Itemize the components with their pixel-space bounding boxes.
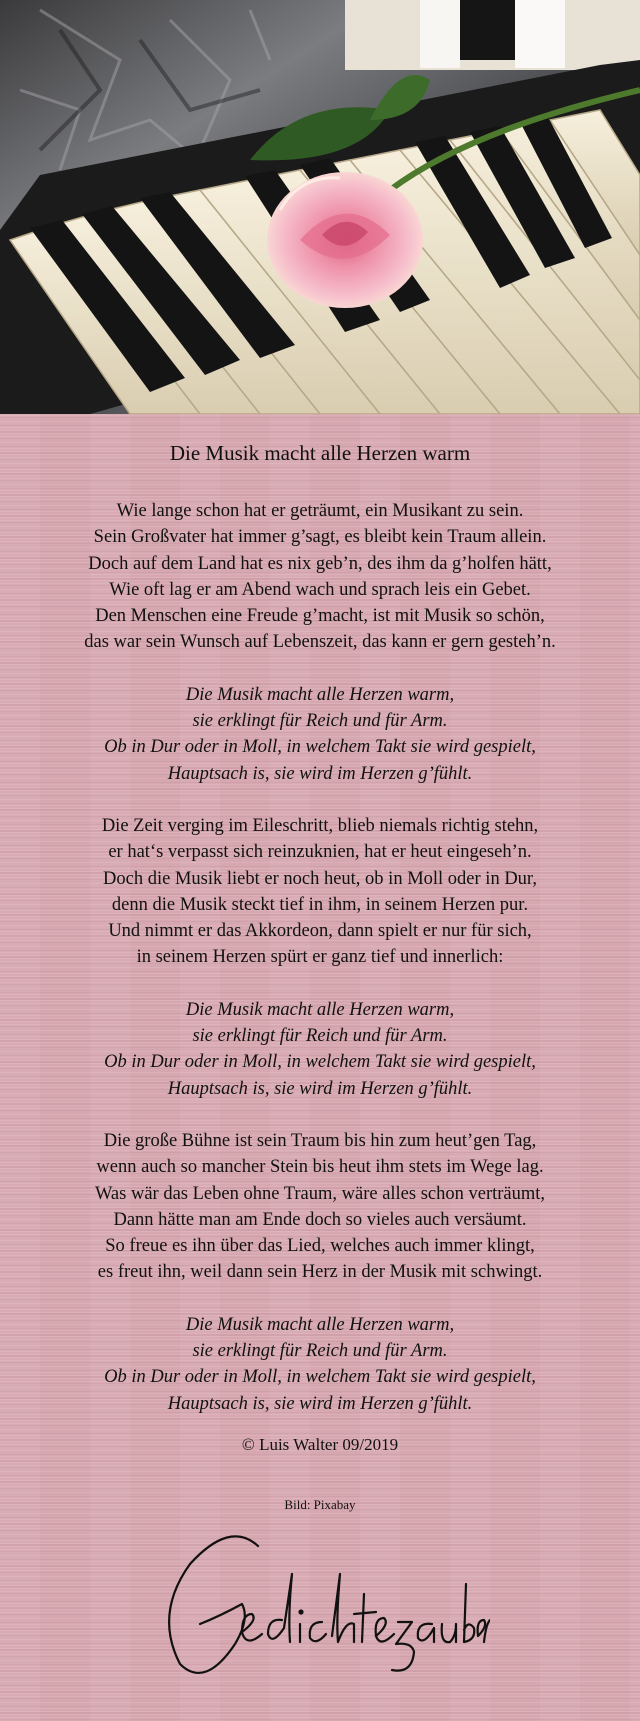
refrain-line: Ob in Dur oder in Moll, in welchem Takt sie wird gespielt, — [104, 1367, 536, 1388]
poem-panel — [0, 414, 640, 1721]
poem-line: denn die Musik steckt tief in ihm, in seinem Herzen pur. — [111, 894, 529, 915]
refrain-2 — [0, 997, 640, 1102]
stanza-3 — [0, 1128, 640, 1286]
stanza-1 — [0, 498, 640, 656]
image-credit: Bild: Pixabay — [284, 1497, 356, 1512]
refrain-line: Hauptsach is, sie wird im Herzen g’fühlt. — [167, 1078, 473, 1099]
poem-line: Die große Bühne ist sein Traum bis hin zum heut’gen Tag, — [103, 1130, 537, 1151]
poem-line: Dann hätte man am Ende doch so vieles auch versäumt. — [113, 1209, 527, 1230]
refrain-line: Hauptsach is, sie wird im Herzen g’fühlt. — [167, 763, 473, 784]
poem-body — [0, 498, 640, 1443]
refrain-line: sie erklingt für Reich und für Arm. — [192, 1341, 448, 1362]
poem-line: Wie oft lag er am Abend wach und sprach leis ein Gebet. — [109, 579, 531, 600]
refrain-line: Die Musik macht alle Herzen warm, — [185, 1314, 455, 1335]
poem-line: Und nimmt er das Akkordeon, dann spielt er nur für sich, — [108, 921, 532, 942]
refrain-3 — [0, 1312, 640, 1417]
refrain-line: Ob in Dur oder in Moll, in welchem Takt sie wird gespielt, — [104, 1052, 536, 1073]
poem-line: Wie lange schon hat er geträumt, ein Musikant zu sein. — [116, 501, 524, 521]
refrain-line: sie erklingt für Reich und für Arm. — [192, 711, 448, 732]
poem-line: Die Zeit verging im Eileschritt, blieb niemals richtig stehn, — [101, 815, 539, 836]
refrain-line: sie erklingt für Reich und für Arm. — [192, 1026, 448, 1047]
refrain-line: Die Musik macht alle Herzen warm, — [185, 684, 455, 705]
poem-line: Was wär das Leben ohne Traum, wäre alles schon verträumt, — [94, 1183, 546, 1204]
refrain-line: Ob in Dur oder in Moll, in welchem Takt sie wird gespielt, — [104, 737, 536, 758]
copyright-notice: © Luis Walter 09/2019 — [241, 1435, 399, 1454]
header-photo — [0, 0, 640, 414]
refrain-line: Hauptsach is, sie wird im Herzen g’fühlt. — [167, 1393, 473, 1414]
poem-title: Die Musik macht alle Herzen warm — [169, 441, 471, 465]
poem-line: Sein Großvater hat immer g’sagt, es bleibt kein Traum allein. — [93, 527, 547, 548]
accordion-rose-image — [0, 0, 640, 414]
stanza-2 — [0, 813, 640, 971]
gedichtezauber-signature-logo — [150, 1524, 490, 1684]
poem-line: in seinem Herzen spürt er ganz tief und innerlich: — [136, 947, 504, 968]
refrain-1 — [0, 682, 640, 787]
poem-line: Doch auf dem Land hat es nix geb’n, des ihm da g’holfen hätt, — [88, 553, 552, 574]
poem-line: es freut ihn, weil dann sein Herz in der Musik mit schwingt. — [97, 1262, 543, 1283]
poem-line: Doch die Musik liebt er noch heut, ob in Moll oder in Dur, — [103, 868, 537, 889]
poem-line: das war sein Wunsch auf Lebenszeit, das kann er gern gesteh’n. — [84, 632, 556, 653]
refrain-line: Die Musik macht alle Herzen warm, — [185, 999, 455, 1020]
poem-line: So freue es ihn über das Lied, welches auch immer klingt, — [105, 1236, 535, 1257]
poem-line: wenn auch so mancher Stein bis heut ihm stets im Wege lag. — [96, 1157, 544, 1178]
poem-line: er hat‘s verpasst sich reinzuknien, hat er heut eingeseh’n. — [108, 842, 532, 863]
poem-line: Den Menschen eine Freude g’macht, ist mit Musik so schön, — [95, 606, 545, 627]
